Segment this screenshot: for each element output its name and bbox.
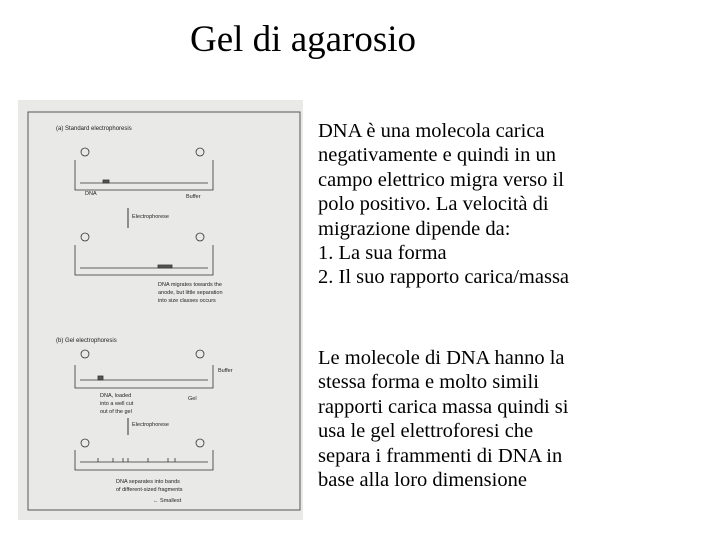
loaded-text-1: DNA, loaded [100,393,132,399]
buffer-label-b: Buffer [218,368,233,374]
text-line: stessa forma e molto simili [318,371,539,394]
text-line: separa i frammenti di DNA in [318,444,563,467]
text-line: 1. La sua forma [318,242,447,265]
text-line: base alla loro dimensione [318,469,527,492]
electrophorese-label-b: Electrophorese [132,422,169,428]
text-line: 2. Il suo rapporto carica/massa [318,266,570,289]
migrates-text-2: anode, but little separation [158,290,223,296]
separates-text-2: of different-sized fragments [116,487,183,493]
text-line: Le molecole di DNA hanno la [318,347,565,369]
paragraph-gel [318,346,718,492]
dna-label: DNA [85,191,97,197]
electrophorese-label: Electrophorese [132,214,169,220]
text-line: negativamente e quindi in un [318,144,556,167]
electrophoresis-figure [18,100,303,520]
slide-title: Gel di agarosio [190,19,417,60]
section-a-label: (a) Standard electrophoresis [56,126,132,132]
gel-label: Gel [188,396,197,402]
loaded-text-3: out of the gel [100,409,132,415]
text-line: usa le gel elettroforesi che [318,420,534,443]
separates-text-1: DNA separates into bands [116,479,180,485]
text-line: campo elettrico migra verso il [318,168,564,191]
loaded-text-2: into a well cut [100,401,134,407]
text-line: DNA è una molecola carica [318,120,545,142]
paragraph-charge [318,119,718,290]
migrates-text-1: DNA migrates towards the [158,282,222,288]
buffer-label: Buffer [186,194,201,200]
text-line: migrazione dipende da: [318,217,511,240]
text-line: polo positivo. La velocità di [318,193,549,216]
text-line: rapporti carica massa quindi si [318,395,569,418]
smallest-label: ← Smallest [153,498,182,504]
section-b-label: (b) Gel electrophoresis [56,338,117,344]
migrates-text-3: into size classes occurs [158,298,216,304]
